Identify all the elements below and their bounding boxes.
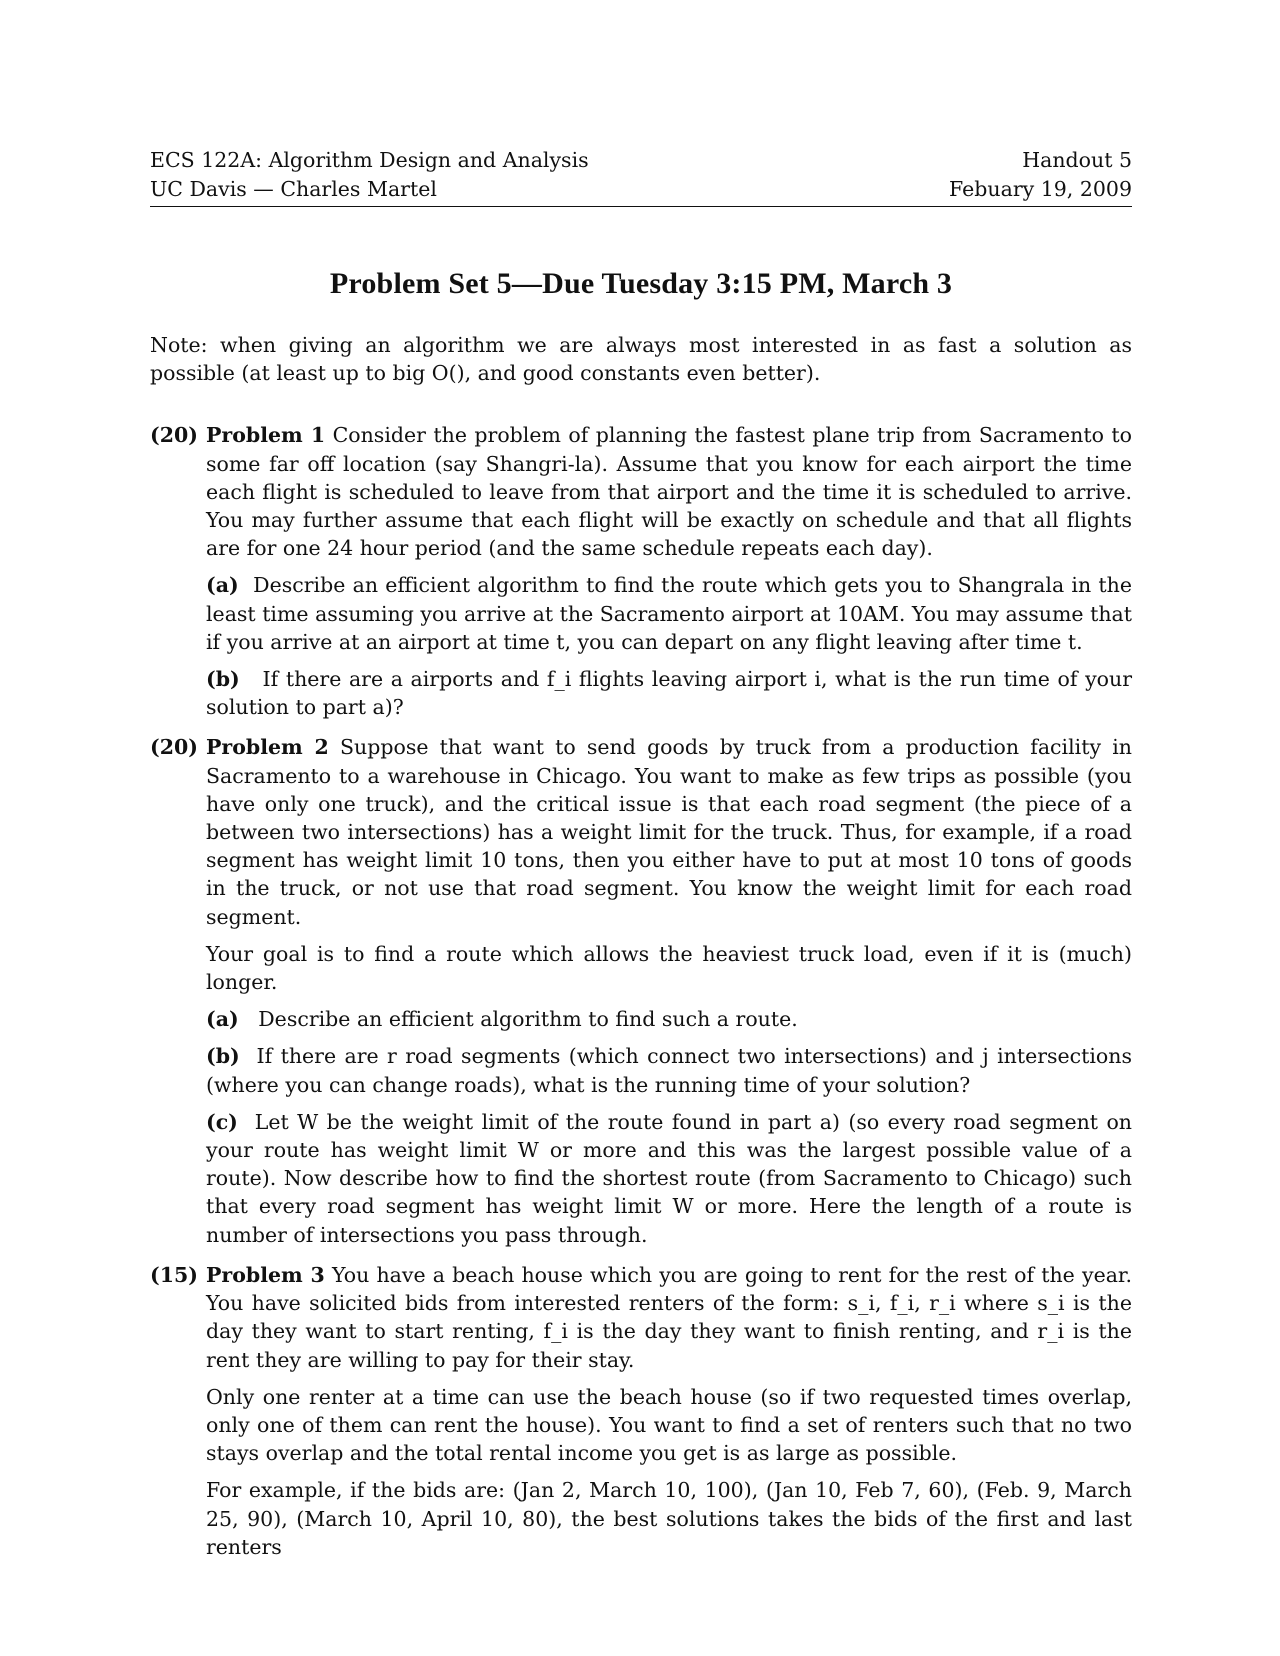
- problem-2-c-label: (c): [206, 1109, 238, 1134]
- header-rule: [150, 206, 1132, 207]
- problem-2-b-label: (b): [206, 1044, 240, 1069]
- problem-3-label: Problem 3: [206, 1262, 325, 1287]
- problem-2-part-b: [206, 1042, 1132, 1098]
- problem-2-c-text: Let W be the weight limit of the route found in part a) (so every road segment on your route has weight limit W or more and this was the largest possible value of a route). Now describe how to find the shortest route (from Sacramento to Chicago) such that every road segment has weight limit W or more. Here the length of a route is number of intersections you pass through.: [206, 1109, 1132, 1247]
- problem-2-intro: [206, 733, 1132, 930]
- problem-1-intro: [206, 421, 1132, 562]
- header-left: [150, 146, 589, 204]
- problem-3: [150, 1261, 1132, 1561]
- problem-1-part-b: [206, 665, 1132, 721]
- problem-1-a-label: (a): [206, 573, 239, 598]
- problem-3-intro-text: You have a beach house which you are going to rent for the rest of the year. You have solicited bids from interested renters of the form: s_i, f_i, r_i where s_i is the day they want to start renting, f_i is the day they want to finish renting, and r_i is the rent they are willing to pay for their stay.: [206, 1262, 1132, 1372]
- instructor: UC Davis — Charles Martel: [150, 177, 437, 201]
- problem-3-para-3: For example, if the bids are: (Jan 2, March 10, 100), (Jan 10, Feb 7, 60), (Feb. 9, March 25, 90), (March 10, April 10, 80), the best solutions takes the bids of the first and last renters: [206, 1478, 1132, 1559]
- problem-2-intro-text: Suppose that want to send goods by truck from a production facility in Sacramento to a warehouse in Chicago. You want to make as few trips as possible (you have only one truck), and the critical issue is that each road segment (the piece of a between two intersections) has a weight limit for the truck. Thus, for example, if a road segment has weight limit 10 tons, then you either have to put at most 10 tons of goods in the truck, or not use that road segment. You know the weight limit for each road segment.: [206, 735, 1132, 929]
- course-title: ECS 122A: Algorithm Design and Analysis: [150, 148, 589, 172]
- problem-1-part-a: [206, 571, 1132, 656]
- problem-2-label: Problem 2: [206, 735, 329, 760]
- problem-1-points: (20): [150, 423, 198, 448]
- handout-number: Handout 5: [1022, 148, 1132, 172]
- problem-1-b-label: (b): [206, 667, 240, 692]
- problem-3-para-2: Only one renter at a time can use the beach house (so if two requested times overlap, only one of them can rent the house). You want to find a set of renters such that no two stays overlap and the total rental income you get is as large as possible.: [206, 1384, 1132, 1466]
- problem-1-a-text: Describe an efficient algorithm to find the route which gets you to Shangrala in the least time assuming you arrive at the Sacramento airport at 10AM. You may assume that if you arrive at an airport at time t, you can depart on any flight leaving after time t.: [206, 573, 1132, 654]
- problem-1-intro-text: Consider the problem of planning the fastest plane trip from Sacramento to some far off location (say Shangri-la). Assume that you know for each airport the time each flight is scheduled to leave from that airport and the time it is scheduled to arrive. You may further assume that each flight will be exactly on schedule and that all flights are for one 24 hour period (and the same schedule repeats each day).: [206, 423, 1132, 561]
- problem-2-a-label: (a): [206, 1007, 239, 1032]
- problem-2-part-a: [206, 1005, 1132, 1033]
- problem-2: [150, 733, 1132, 1248]
- problem-3-points: (15): [150, 1262, 198, 1287]
- problem-2-part-c: [206, 1108, 1132, 1249]
- problem-3-intro: [206, 1261, 1132, 1374]
- problem-1-label: Problem 1: [206, 423, 326, 448]
- problem-2-points: (20): [150, 735, 198, 760]
- header-right: [949, 146, 1132, 204]
- problem-2-a-text: Describe an efficient algorithm to find such a route.: [258, 1007, 798, 1032]
- problem-1-b-text: If there are a airports and f_i flights leaving airport i, what is the run time of your solution to part a)?: [206, 667, 1132, 720]
- handout-date: Febuary 19, 2009: [949, 177, 1132, 201]
- page-title: Problem Set 5—Due Tuesday 3:15 PM, March 3: [329, 267, 953, 300]
- page-header: [150, 146, 1132, 204]
- problem-1: [150, 421, 1132, 721]
- problem-2-goal: Your goal is to find a route which allows the heaviest truck load, even if it is (much) longer.: [206, 941, 1132, 995]
- page: [150, 146, 1132, 1573]
- note-paragraph: Note: when giving an algorithm we are always most interested in as fast a solution as possible (at least up to big O(), and good constants even better).: [150, 333, 1132, 386]
- problem-2-b-text: If there are r road segments (which connect two intersections) and j intersections (where you can change roads), what is the running time of your solution?: [206, 1044, 1132, 1097]
